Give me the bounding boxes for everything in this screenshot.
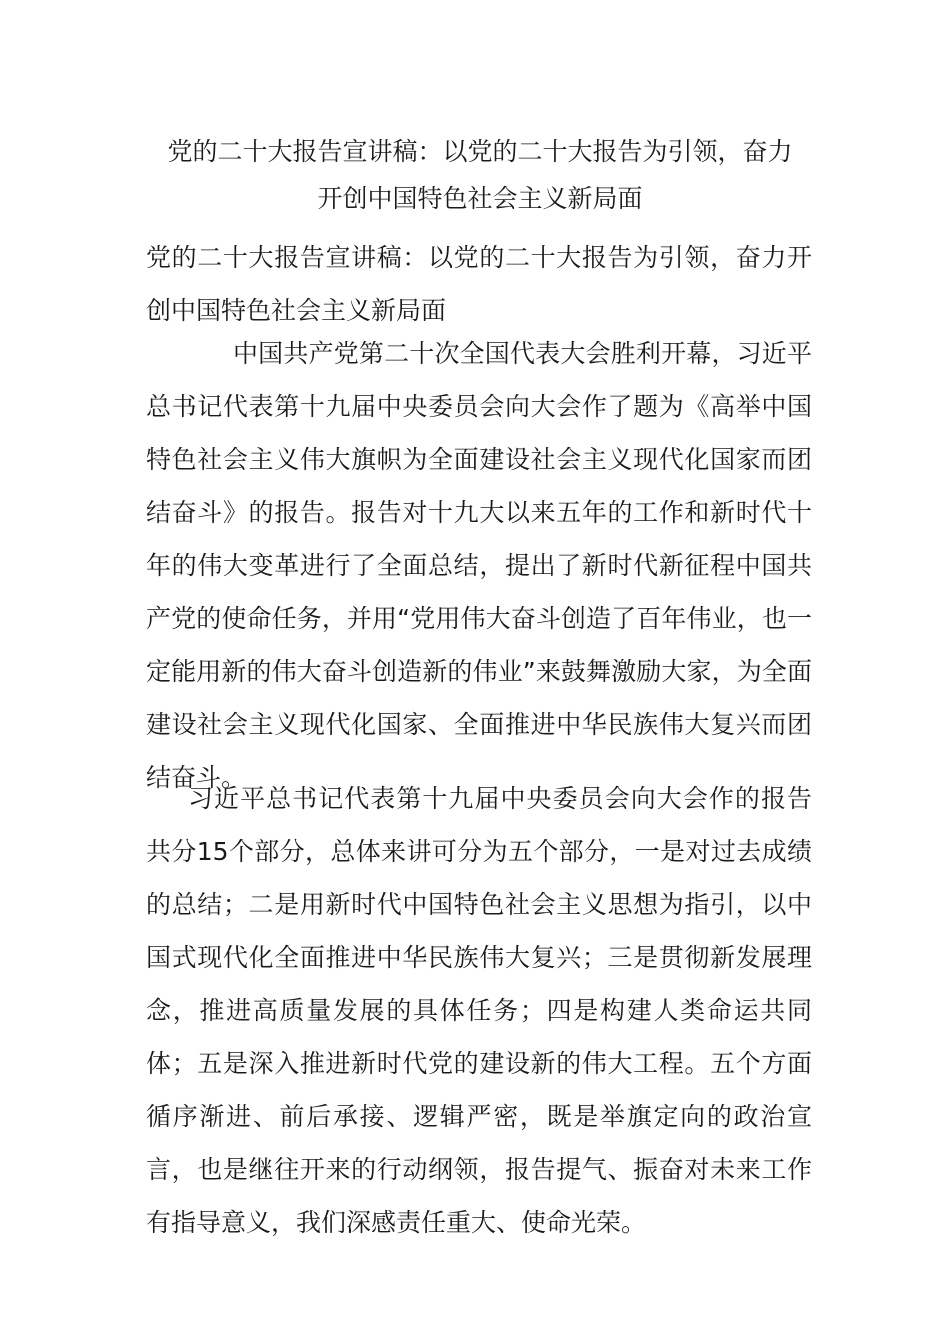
document-title-line-2: 开创中国特色社会主义新局面 xyxy=(317,184,643,213)
document-subtitle: 党的二十大报告宣讲稿：以党的二十大报告为引领，奋力开创中国特色社会主义新局面 xyxy=(146,243,812,325)
paragraph-2: 习近平总书记代表第十九届中央委员会向大会作的报告共分15个部分，总体来讲可分为五个部分，一是对过去成绩的总结；二是用新时代中国特色社会主义思想为指引，以中国式现代化全面推进中华民族伟大复兴；三是贯彻新发展理念，推进高质量发展的具体任务；四是构建人类命运共同体；五是深入推进新时代党的建设新的伟大工程。五个方面循序渐进、前后承接、逻辑严密，既是举旗定向的政治宣言，也是继往开来的行动纲领，报告提气、振奋对未来工作有指导意义，我们深感责任重大、使命光荣。 xyxy=(146,784,812,1237)
paragraph-1: 中国共产党第二十次全国代表大会胜利开幕，习近平总书记代表第十九届中央委员会向大会作了题为《高举中国特色社会主义伟大旗帜为全面建设社会主义现代化国家而团结奋斗》的报告。报告对十九大以来五年的工作和新时代十年的伟大变革进行了全面总结，提出了新时代新征程中国共产党的使命任务，并用“党用伟大奋斗创造了百年伟业，也一定能用新的伟大奋斗创造新的伟业”来鼓舞激励大家，为全面建设社会主义现代化国家、全面推进中华民族伟大复兴而团结奋斗。 xyxy=(146,339,812,792)
document-title-line-1: 党的二十大报告宣讲稿：以党的二十大报告为引领，奋力 xyxy=(167,137,793,166)
